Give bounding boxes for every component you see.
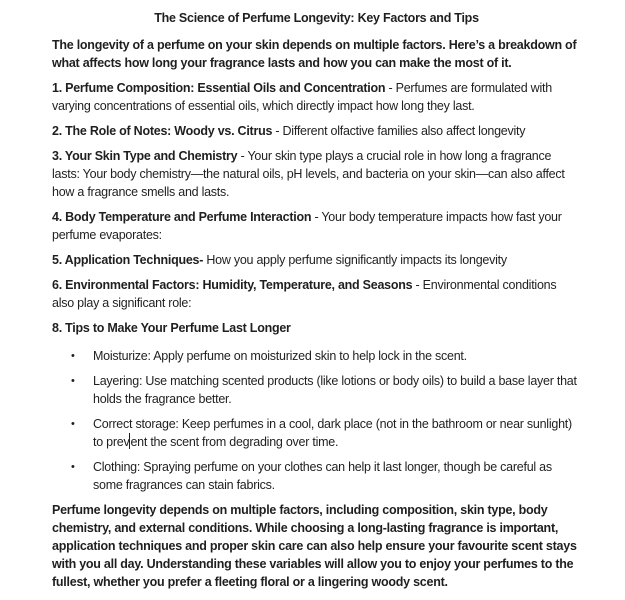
bullet-icon: • <box>71 375 75 387</box>
section-paragraph-4[interactable] <box>52 208 581 244</box>
section-paragraph-2[interactable] <box>52 122 581 140</box>
closing-paragraph[interactable]: Perfume longevity depends on multiple factors, including composition, skin type, body chemistry, and external conditions. While choosing a long-lasting fragrance is important, application techniques and proper skin care can also help ensure your favourite scent stays with you all day. Understanding these variables will allow you to enjoy your perfumes to the fullest, whether you prefer a fleeting floral or a lingering woody scent. <box>52 503 577 589</box>
text-after-cursor: ent the scent from degrading over time. <box>130 435 339 449</box>
bullet-text: Clothing: Spraying perfume on your clothes can help it last longer, though be careful as some fragrances can stain fabrics. <box>93 460 552 492</box>
section-heading-2: 2. The Role of Notes: Woody vs. Citrus <box>52 124 273 138</box>
tips-heading[interactable]: 8. Tips to Make Your Perfume Last Longer <box>52 321 291 335</box>
list-item-correct-storage[interactable] <box>52 415 581 451</box>
section-body-2: - Different olfactive families also affect longevity <box>272 124 526 138</box>
section-paragraph-5[interactable] <box>52 251 581 269</box>
section-heading-6: 6. Environmental Factors: Humidity, Temperature, and Seasons <box>52 278 413 292</box>
section-paragraph-1[interactable] <box>52 79 581 115</box>
bullet-icon: • <box>71 350 75 362</box>
bullet-text: Layering: Use matching scented products (like lotions or body oils) to build a base layer that holds the fragrance better. <box>93 374 577 406</box>
section-paragraph-6[interactable] <box>52 276 581 312</box>
section-heading-1: 1. Perfume Composition: Essential Oils and Concentration <box>52 81 386 95</box>
list-item-clothing[interactable] <box>52 458 581 494</box>
bullet-icon: • <box>71 461 75 473</box>
section-heading-3: 3. Your Skin Type and Chemistry <box>52 149 238 163</box>
section-body-6: - Environmental conditions also play a significant role: <box>52 278 557 310</box>
section-heading-4: 4. Body Temperature and Perfume Interaction <box>52 210 312 224</box>
intro-paragraph[interactable]: The longevity of a perfume on your skin depends on multiple factors. Here’s a breakdown of what affects how long your fragrance lasts and how you can make the most of it. <box>52 38 577 70</box>
section-paragraph-3[interactable] <box>52 147 581 201</box>
section-body-1: - Perfumes are formulated with varying concentrations of essential oils, which directly impact how long they last. <box>52 81 552 113</box>
list-item-moisturize[interactable] <box>52 347 581 365</box>
section-body-4: - Your body temperature impacts how fast your perfume evaporates: <box>52 210 562 242</box>
list-item-layering[interactable] <box>52 372 581 408</box>
bullet-icon: • <box>71 418 75 430</box>
document-title[interactable]: The Science of Perfume Longevity: Key Factors and Tips <box>154 11 479 25</box>
text-before-cursor: Correct storage: Keep perfumes in a cool, dark place (not in the bathroom or near sunlight) to prev <box>93 417 572 449</box>
section-body-5: How you apply perfume significantly impacts its longevity <box>203 253 507 267</box>
bullet-text <box>93 415 581 451</box>
section-body-3: - Your skin type plays a crucial role in how long a fragrance lasts: Your body chemistry—the natural oils, pH levels, and bacteria on your skin—can also affect how a fragrance smells and lasts. <box>52 149 565 199</box>
bullet-list <box>52 347 581 494</box>
section-heading-5: 5. Application Techniques- <box>52 253 204 267</box>
bullet-text: Moisturize: Apply perfume on moisturized skin to help lock in the scent. <box>93 349 467 363</box>
